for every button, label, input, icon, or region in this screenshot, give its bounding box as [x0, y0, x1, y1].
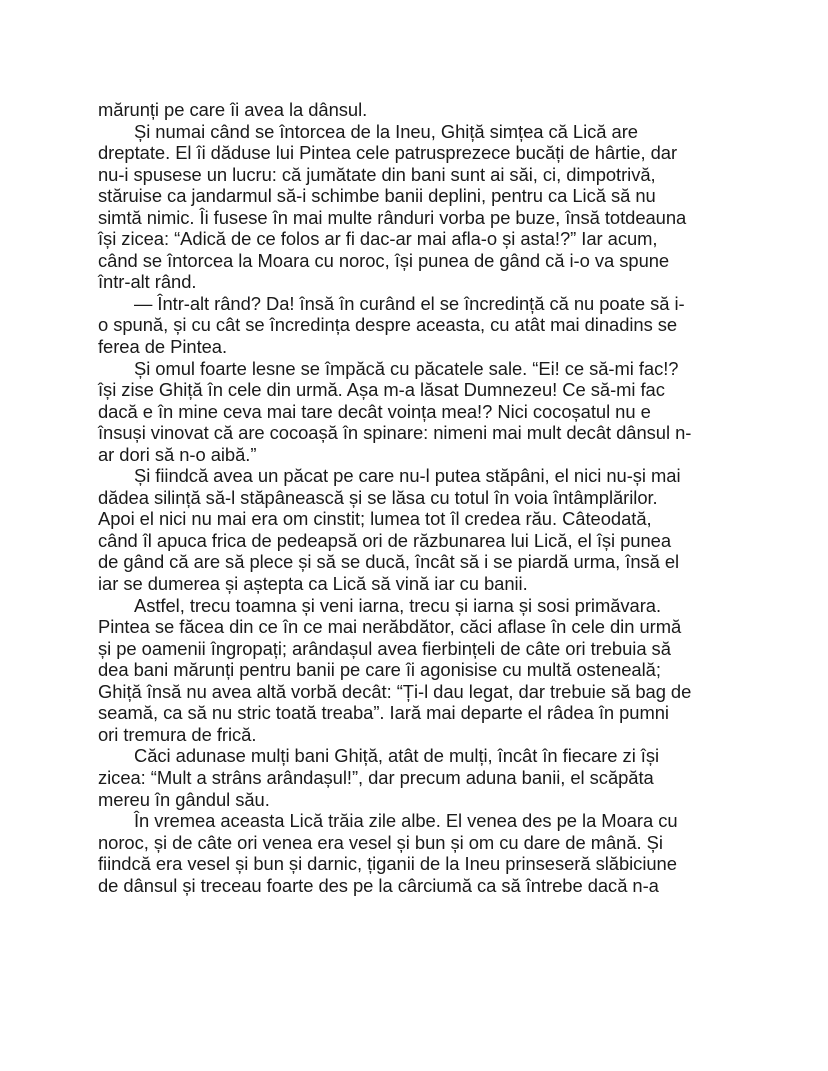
text-line: își zise Ghiță în cele din urmă. Așa m-a lăsat Dumnezeu! Ce să-mi fac	[98, 379, 665, 401]
text-line: mereu în gândul său.	[98, 788, 270, 810]
text-line: stăruise ca jandarmul să-i schimbe banii deplini, pentru ca Lică să nu	[98, 185, 656, 207]
paragraph-7	[98, 745, 728, 810]
paragraph-6	[98, 595, 728, 746]
text-line: În vremea aceasta Lică trăia zile albe. El venea des pe la Moara cu	[134, 810, 678, 832]
paragraph-2	[98, 121, 728, 293]
text-line: când îl apuca frica de pedeapsă ori de răzbunarea lui Lică, el își punea	[98, 529, 672, 551]
paragraph-4	[98, 358, 728, 466]
text-line: Și numai când se întorcea de la Ineu, Ghiță simțea că Lică are	[134, 120, 638, 142]
text-line: dreptate. El îi dăduse lui Pintea cele patrusprezece bucăți de hârtie, dar	[98, 142, 678, 164]
text-line: Și omul foarte lesne se împăcă cu păcatele sale. “Ei! ce să-mi fac!?	[134, 357, 679, 379]
text-line: când se întorcea la Moara cu noroc, își punea de gând că i-o va spune	[98, 249, 670, 271]
text-line: nu-i spusese un lucru: că jumătate din bani sunt ai săi, ci, dimpotrivă,	[98, 163, 656, 185]
text-line: de gând că are să plece și să se ducă, încât să i se piardă urma, însă el	[98, 551, 680, 573]
text-line: Și fiindcă avea un păcat pe care nu-l putea stăpâni, el nici nu-și mai	[134, 465, 681, 487]
text-line: Pintea se făcea din ce în ce mai nerăbdător, căci aflase în cele din urmă	[98, 616, 682, 638]
text-line: fiindcă era vesel și bun și darnic, țiganii de la Ineu prinseseră slăbiciune	[98, 853, 677, 875]
text-line: ar dori să n-o aibă.”	[98, 443, 257, 465]
text-line: dacă e în mine ceva mai tare decât voința mea!? Nici cocoșatul nu e	[98, 400, 651, 422]
paragraph-3	[98, 293, 728, 358]
text-line: dea bani mărunți pentru banii pe care îi agonisise cu multă osteneală;	[98, 659, 661, 681]
paragraph-5	[98, 465, 728, 594]
text-line: Apoi el nici nu mai era om cinstit; lumea tot îl credea rău. Câteodată,	[98, 508, 652, 530]
text-line: într-alt rând.	[98, 271, 197, 293]
text-line: zicea: “Mult a strâns arândașul!”, dar precum aduna banii, el scăpăta	[98, 766, 654, 788]
text-line: ori tremura de frică.	[98, 723, 257, 745]
text-line: — Într-alt rând? Da! însă în curând el se încredință că nu poate să i-	[134, 292, 685, 314]
text-line: Ghiță însă nu avea altă vorbă decât: “Ți-l dau legat, dar trebuie să bag de	[98, 680, 692, 702]
text-line: dădea silință să-l stăpânească și se lăsa cu totul în voia întâmplărilor.	[98, 486, 658, 508]
document-page	[98, 99, 728, 896]
text-line: Căci adunase mulți bani Ghiță, atât de mulți, încât în fiecare zi își	[134, 745, 660, 767]
text-line: o spună, și cu cât se încredința despre aceasta, cu atât mai dinadins se	[98, 314, 678, 336]
text-line: de dânsul și treceau foarte des pe la cârciumă ca să întrebe dacă n-a	[98, 874, 659, 896]
text-line: însuși vinovat că are cocoașă în spinare: nimeni mai mult decât dânsul n-	[98, 422, 692, 444]
paragraph-1	[98, 99, 728, 121]
text-line: seamă, ca să nu stric toată treaba”. Iară mai departe el râdea în pumni	[98, 702, 669, 724]
text-line: noroc, și de câte ori venea era vesel și bun și om cu dare de mână. Și	[98, 831, 663, 853]
text-line: și pe oamenii îngropați; arândașul avea fierbințeli de câte ori trebuia să	[98, 637, 671, 659]
text-line: simtă nimic. Îi fusese în mai multe rânduri vorba pe buze, însă totdeauna	[98, 206, 687, 228]
text-line: mărunți pe care îi avea la dânsul.	[98, 99, 368, 120]
text-line: își zicea: “Adică de ce folos ar fi dac-ar mai afla-o și asta!?” Iar acum,	[98, 228, 658, 250]
text-line: ferea de Pintea.	[98, 336, 228, 358]
paragraph-8	[98, 810, 728, 896]
text-line: Astfel, trecu toamna și veni iarna, trecu și iarna și sosi primăvara.	[134, 594, 662, 616]
text-line: iar se dumerea și aștepta ca Lică să vină iar cu banii.	[98, 573, 528, 595]
